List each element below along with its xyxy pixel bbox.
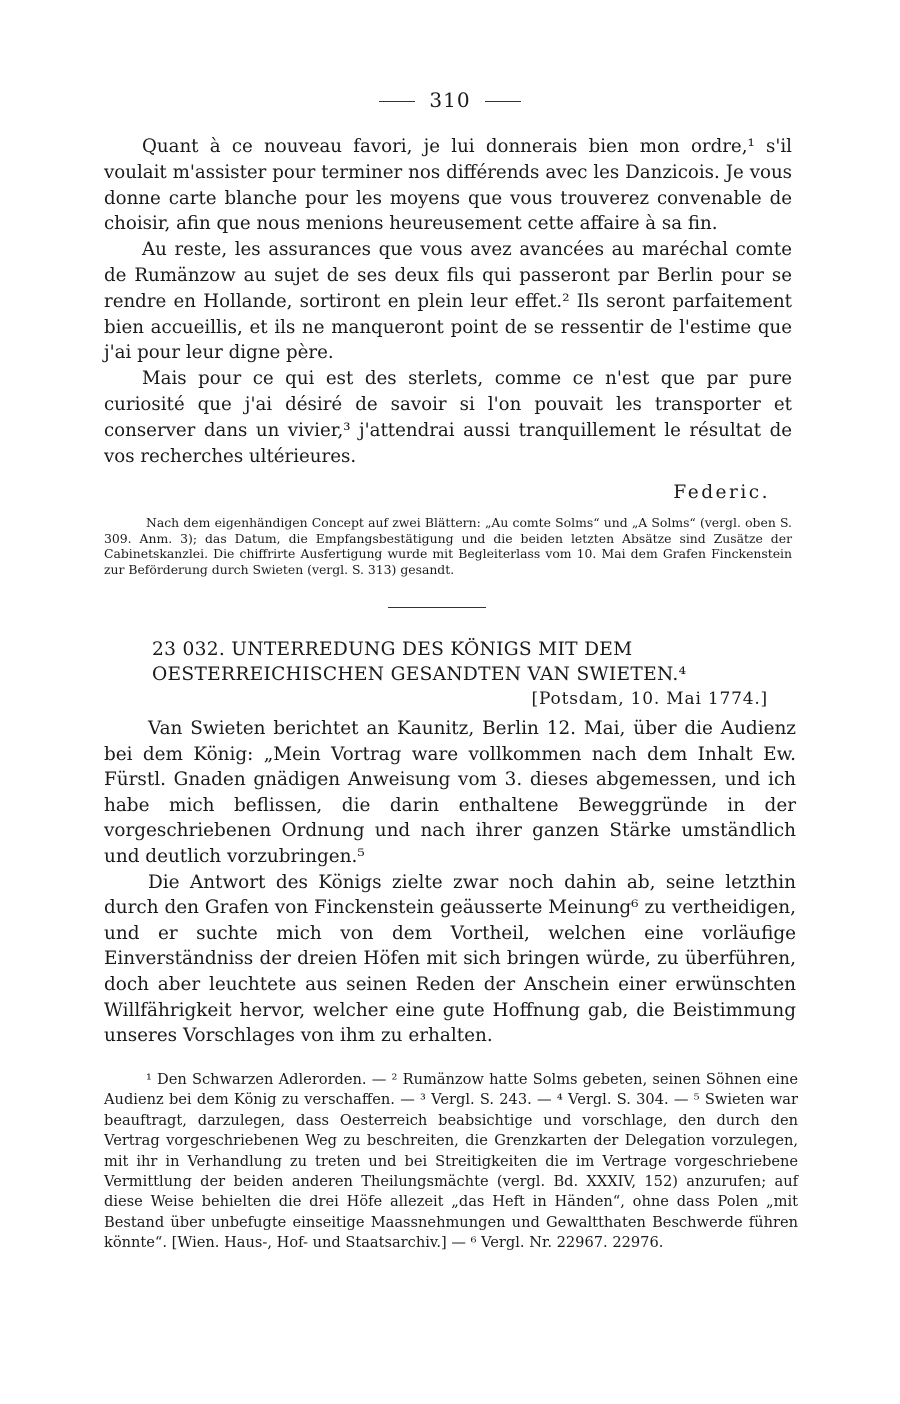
letter-paragraph-1: Quant à ce nouveau favori, je lui donnerais bien mon ordre,¹ s'il voulait m'assister pour terminer nos différends avec les Danzicois. Je vous donne carte blanche pour les moyens que vous trouverez convenable de choisir, afin que nous menions heureusement cette affaire à sa fin.: [104, 136, 792, 235]
source-note: Nach dem eigenhändigen Concept auf zwei Blättern: „Au comte Solms“ und „A Solms“ (vergl. oben S. 309. Anm. 3); das Datum, die Empfangsbestätigung und die beiden letzten Absätze sind Zusätze der Cabinetskanzlei. Die chiffrirte Ausfertigung wurde mit Begleiterlass vom 10. Mai dem Grafen Finckenstein zur Beförderung durch Swieten (vergl. S. 313) gesandt.: [104, 515, 792, 577]
document-date: [Potsdam, 10. Mai 1774.]: [531, 689, 768, 709]
footnotes: ¹ Den Schwarzen Adlerorden. — ² Rumänzow hatte Solms gebeten, seinen Söhnen eine Audienz bei dem König zu verschaffen. — ³ Vergl. S. 243. — ⁴ Vergl. S. 304. — ⁵ Swieten war beauftragt, darzulegen, dass Oesterreich beabsichtige und vorschlage, den durch den Vertrag vorgeschriebenen Weg zu beschreiten, die Grenzkarten der Delegation vorzulegen, mit ihr in Verhandlung zu treten und bei Streitigkeiten die im Vertrage vorgeschriebene Vermittlung der beiden anderen Theilungsmächte (vergl. Bd. XXXIV, 152) anzurufen; auf diese Weise behielten die drei Höfe allezeit „das Heft in Händen“, ohne dass Polen „mit Bestand über unbefugte einseitige Maassnehmungen und Gewaltthaten Beschwerde führen könnte“. [Wien. Haus-, Hof- und Staatsarchiv.] — ⁶ Vergl. Nr. 22967. 22976.: [104, 1071, 798, 1252]
document-heading: [104, 637, 792, 687]
page-header: [0, 88, 900, 112]
document-heading-line-1: [104, 637, 792, 662]
document-paragraph-2: Die Antwort des Königs zielte zwar noch dahin ab, seine letzthin durch den Grafen von Finckenstein geäusserte Meinung⁶ zu vertheidigen, und er suchte mich von dem Vortheil, welchen eine vorläufige Einverständniss der dreien Höfen mit sich bringen würde, zu überführen, doch aber leuchtete aus seinen Reden der Anschein einer erwünschten Willfährigkeit hervor, welcher eine gute Hoffnung gab, die Beistimmung unseres Vorschlages von ihm zu erhalten.: [104, 871, 796, 1047]
document-body: [104, 716, 796, 1049]
header-dash-right: [485, 101, 521, 102]
document-title-line-1: UNTERREDUNG DES KÖNIGS MIT DEM: [231, 639, 633, 660]
document-paragraph-1: Van Swieten berichtet an Kaunitz, Berlin 12. Mai, über die Audienz bei dem König: „Mein Vortrag ware vollkommen nach dem Inhalt Ew. Fürstl. Gnaden gnädigen Anweisung vom 3. dieses abgemessen, und ich habe mich beflissen, die darin enthaltene Beweggründe in der vorgeschriebenen Ordnung und nach ihrer ganzen Stärke umständlich und deutlich vorzubringen.⁵: [104, 718, 796, 867]
letter-signature: Federic.: [673, 482, 770, 503]
document-number: 23 032.: [152, 639, 226, 660]
letter-paragraph-3: Mais pour ce qui est des sterlets, comme ce n'est que par pure curiosité que j'ai désiré de savoir si l'on pouvait les transporter et conserver dans un vivier,³ j'attendrai aussi tranquillement le résultat de vos recherches ultérieures.: [104, 368, 792, 467]
section-divider: [388, 607, 486, 608]
letter-paragraph-2: Au reste, les assurances que vous avez avancées au maréchal comte de Rumänzow au sujet de ses deux fils qui passeront par Berlin pour se rendre en Hollande, sortiront en plein leur effet.² Ils seront parfaitement bien accueillis, et ils ne manqueront point de se ressentir de l'estime que j'ai pour leur digne père.: [104, 239, 792, 364]
letter-body: [104, 134, 792, 469]
page-number: 310: [429, 88, 471, 112]
document-title-line-2: OESTERREICHISCHEN GESANDTEN VAN SWIETEN.⁴: [152, 664, 687, 685]
header-dash-left: [379, 101, 415, 102]
